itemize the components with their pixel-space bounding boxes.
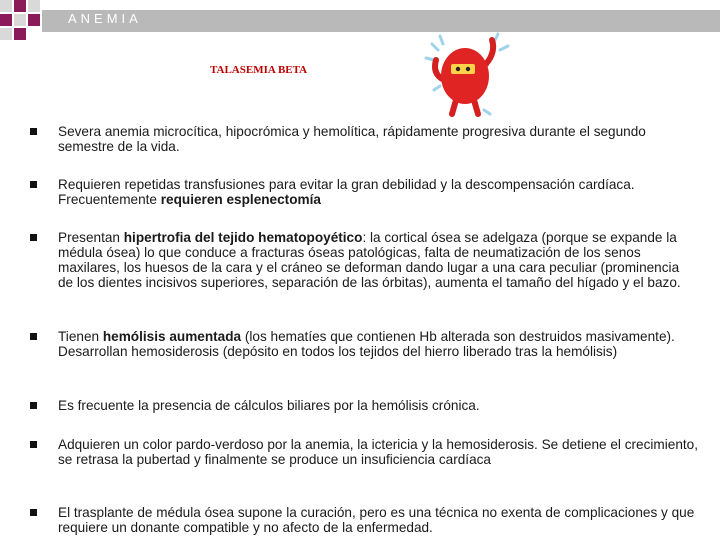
bullet-square-icon [30, 234, 37, 241]
corner-square [0, 0, 12, 12]
bullet-text [58, 124, 698, 154]
bullet-text-segment: Severa anemia [58, 124, 150, 139]
bullet-bold-text: requieren esplenectomía [160, 192, 321, 207]
bullet-bold-text: hemólisis aumentada [102, 329, 242, 344]
bullet-square-icon [30, 128, 37, 135]
corner-square [0, 28, 12, 40]
bullet-text-segment: Adquieren un color pardo-verdoso por la anemia, la ictericia y la hemosiderosis. Se detiene el crecimiento, se retrasa la pubertad y finalmente se produce un insuficiencia cardíaca [58, 437, 698, 467]
bullet-square-icon [30, 441, 37, 448]
corner-square [14, 14, 26, 26]
bullet-text-segment: (los hematíes que contienen Hb alterada son destruidos masivamente). Desarrollan hemosiderosis (depósito en todos los tejidos del hierro liberado tras la hemólisis) [58, 329, 675, 359]
corner-square [28, 0, 40, 12]
bullet-text [58, 437, 698, 467]
bullet-square-icon [30, 509, 37, 516]
bullet-square-icon [30, 181, 37, 188]
bullet-square-icon [30, 333, 37, 340]
bullet-text [58, 398, 698, 413]
bullet-text-segment: Presentan [58, 230, 124, 245]
title-bar [42, 10, 720, 32]
bullet-text-segment: Requieren repetidas transfusiones para evitar la gran debilidad y la descompensación cardíaca. Frecuentemente [58, 177, 635, 207]
corner-square [0, 14, 12, 26]
bullet-square-icon [30, 402, 37, 409]
bullet-text-segment: microcítica, hipocrómica y hemolítica, rápidamente progresiva durante el segundo semestre de la vida. [58, 124, 646, 154]
red-blood-cell-mascot-icon [418, 30, 518, 118]
bullet-text [58, 505, 698, 535]
bullet-text [58, 177, 698, 207]
section-subtitle: TALASEMIA BETA [210, 64, 308, 76]
bullet-text [58, 230, 698, 290]
bullet-text-segment: : la cortical ósea se adelgaza (porque se expande la médula ósea) lo que conduce a fracturas óseas patológicas, falta de neumatización de los senos maxilares, los huesos de la cara y el cráneo se deforman dando lugar a una cara peculiar (prominencia de los dientes incisivos superiores, separación de las órbitas), aumenta el tamaño del hígado y el bazo. [58, 230, 681, 290]
corner-square [28, 14, 40, 26]
bullet-text [58, 329, 698, 359]
page-title: ANEMIA [68, 11, 142, 26]
bullet-text-segment: El trasplante de médula ósea supone la curación, pero es una técnica no exenta de complicaciones y que requiere un donante compatible y no afecto de la enfermedad. [58, 505, 695, 535]
bullet-text-segment: Tienen [58, 329, 103, 344]
corner-square [14, 28, 26, 40]
corner-square [14, 0, 26, 12]
bullet-bold-text: hipertrofia del tejido hematopoyético [123, 230, 363, 245]
bullet-text-segment: Es frecuente la presencia de cálculos biliares por la hemólisis crónica. [58, 398, 480, 413]
